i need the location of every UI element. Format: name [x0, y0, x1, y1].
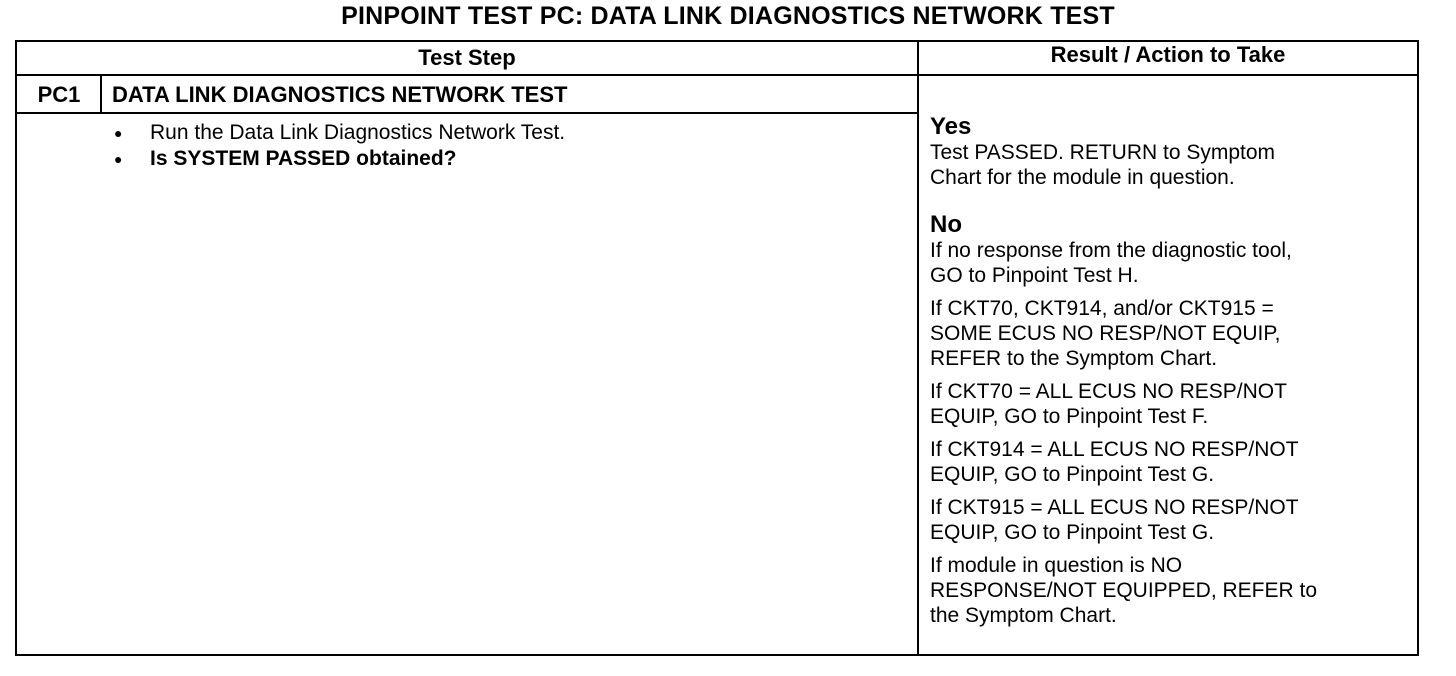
- yes-text-line: Chart for the module in question.: [930, 166, 1235, 189]
- header-test-step: Test Step: [418, 45, 516, 70]
- no-item: [930, 379, 1410, 429]
- no-item-line: EQUIP, GO to Pinpoint Test G.: [930, 463, 1215, 486]
- column-divider: [917, 40, 919, 656]
- step-row-divider: [15, 112, 919, 114]
- no-label: No: [930, 211, 962, 238]
- step-id: PC1: [37, 82, 81, 107]
- yes-text-line: Test PASSED. RETURN to Symptom: [930, 141, 1276, 164]
- no-item: [930, 553, 1410, 628]
- no-item-line: If module in question is NO: [930, 554, 1183, 577]
- no-item-line: REFER to the Symptom Chart.: [930, 347, 1218, 370]
- yes-label: Yes: [930, 113, 972, 140]
- no-item-line: If CKT70, CKT914, and/or CKT915 =: [930, 297, 1274, 320]
- no-item-line: EQUIP, GO to Pinpoint Test G.: [930, 521, 1215, 544]
- no-item-line: SOME ECUS NO RESP/NOT EQUIP,: [930, 322, 1281, 345]
- result-column: [930, 114, 1410, 628]
- no-item: [930, 296, 1410, 371]
- no-item-line: GO to Pinpoint Test H.: [930, 264, 1139, 287]
- no-item: [930, 238, 1410, 288]
- no-item-line: If CKT914 = ALL ECUS NO RESP/NOT: [930, 438, 1299, 461]
- bullet-icon: ●: [114, 151, 123, 167]
- step-bullets: [112, 120, 565, 172]
- no-item-line: the Symptom Chart.: [930, 604, 1117, 627]
- header-divider: [15, 74, 1419, 76]
- no-item-line: If no response from the diagnostic tool,: [930, 239, 1292, 262]
- no-item: [930, 437, 1410, 487]
- list-item: [112, 146, 565, 172]
- list-item: [112, 120, 565, 146]
- bullet-question: Is SYSTEM PASSED obtained?: [150, 147, 457, 170]
- page-title: PINPOINT TEST PC: DATA LINK DIAGNOSTICS NETWORK TEST: [341, 2, 1115, 30]
- no-item-line: RESPONSE/NOT EQUIPPED, REFER to: [930, 579, 1318, 602]
- no-item-line: If CKT70 = ALL ECUS NO RESP/NOT: [930, 380, 1287, 403]
- no-item-line: EQUIP, GO to Pinpoint Test F.: [930, 405, 1209, 428]
- no-item: [930, 495, 1410, 545]
- bullet-icon: ●: [114, 125, 123, 141]
- step-title: DATA LINK DIAGNOSTICS NETWORK TEST: [112, 82, 568, 107]
- no-item-line: If CKT915 = ALL ECUS NO RESP/NOT: [930, 496, 1299, 519]
- header-result-action: Result / Action to Take: [1050, 42, 1286, 67]
- bullet-text: Run the Data Link Diagnostics Network Test.: [150, 121, 566, 144]
